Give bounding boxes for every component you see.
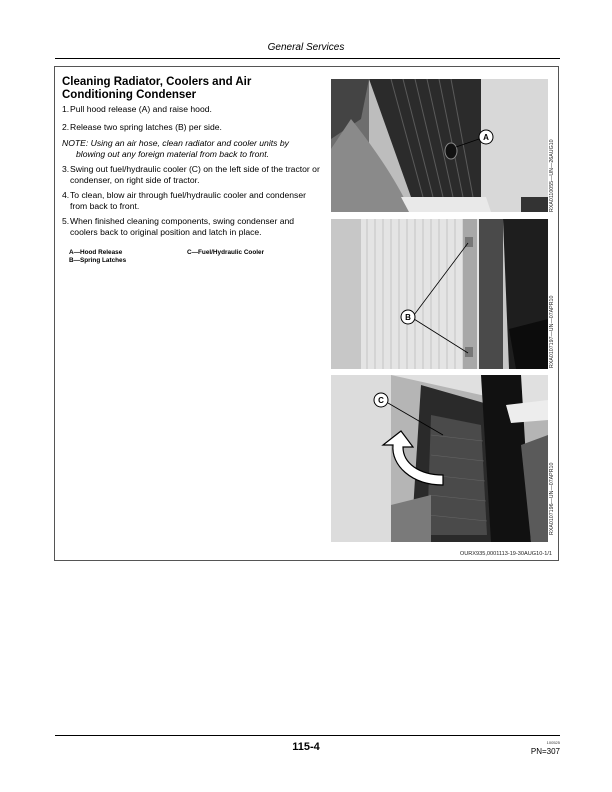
section-heading-line1: Cleaning Radiator, Coolers and Air	[62, 76, 252, 88]
page-number: 115-4	[292, 741, 320, 753]
step-number: 3.	[62, 164, 70, 174]
section-heading	[62, 76, 332, 102]
legend-item-a: A—Hood Release	[69, 249, 123, 256]
step-1	[62, 104, 322, 115]
step-number: 1.	[62, 104, 70, 114]
figure-caption-1: RXA0110055—UN—26AUG10	[549, 139, 555, 212]
step-text: Pull hood release (A) and raise hood.	[70, 104, 212, 114]
legend-item-c: C—Fuel/Hydraulic Cooler	[187, 249, 265, 256]
figure-fuel-hydraulic-cooler	[331, 375, 548, 542]
hood-release-illustration	[331, 79, 548, 212]
legend-right	[187, 249, 264, 257]
step-text: To clean, blow air through fuel/hydraulic cooler and condenser from back to front.	[70, 190, 306, 211]
document-reference: OURX935,0001113-19-30AUG10-1/1	[459, 551, 552, 557]
step-3	[62, 164, 322, 186]
figure-hood-release	[331, 79, 548, 212]
callout-c: C	[378, 396, 384, 405]
note	[62, 138, 324, 160]
step-text: When finished cleaning components, swing condenser and coolers back to original position and latch in place.	[70, 216, 295, 237]
header-rule	[55, 58, 560, 59]
note-line2: blowing out any foreign material from back to front.	[76, 149, 269, 159]
step-5	[62, 216, 322, 238]
spring-latches-illustration	[331, 219, 548, 369]
fuel-hydraulic-cooler-illustration	[331, 375, 548, 542]
figure-caption-2: RXA0107197—UN—07APR10	[549, 295, 555, 368]
step-2	[62, 122, 322, 133]
note-line1: NOTE: Using an air hose, clean radiator and cooler units by	[62, 138, 289, 148]
legend-left	[69, 249, 126, 265]
step-number: 4.	[62, 190, 70, 200]
figure-spring-latches	[331, 219, 548, 369]
step-number: 2.	[62, 122, 70, 132]
footer-code: 100525	[546, 740, 560, 745]
part-number: PN=307	[530, 747, 560, 756]
footer-rule	[55, 735, 560, 736]
callout-b: B	[405, 313, 411, 322]
figure-caption-3: RXA0107196—UN—07APR10	[549, 462, 555, 535]
legend-item-b: B—Spring Latches	[69, 257, 127, 264]
step-number: 5.	[62, 216, 70, 226]
step-4	[62, 190, 322, 212]
page-header-title: General Services	[267, 42, 345, 53]
step-text: Release two spring latches (B) per side.	[70, 122, 222, 132]
section-heading-line2: Conditioning Condenser	[62, 89, 197, 101]
step-text: Swing out fuel/hydraulic cooler (C) on the left side of the tractor or condenser, on right side of tractor.	[70, 164, 320, 185]
callout-a: A	[483, 133, 489, 142]
